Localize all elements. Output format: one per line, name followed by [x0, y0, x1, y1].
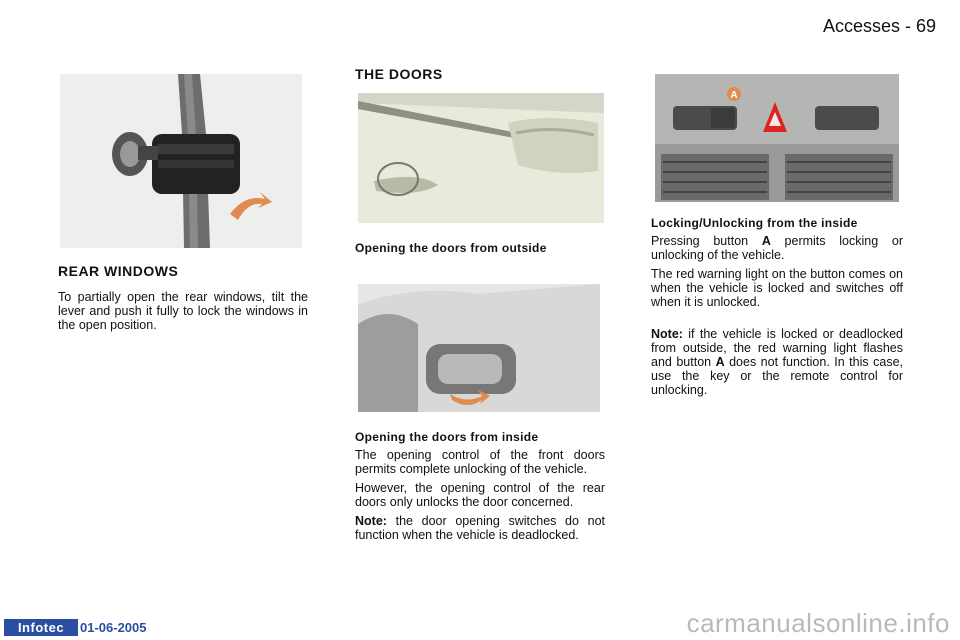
locking-p1-text-end: permits locking or unlocking of the vehicle.: [651, 234, 903, 262]
locking-heading: Locking/Unlocking from the inside: [651, 216, 858, 230]
watermark: carmanualsonline.info: [686, 608, 950, 638]
outside-caption: Opening the doors from outside: [355, 241, 547, 255]
inside-note-label: Note:: [355, 514, 387, 528]
outside-door-handle-figure: [358, 93, 604, 223]
inside-note: [355, 514, 605, 542]
locking-section: [651, 216, 903, 402]
button-a-label: A: [730, 90, 738, 101]
inside-caption: Opening the doors from inside: [355, 430, 539, 444]
locking-note-text-end: does not function. In this case, use the key or the remote control for unlocking.: [651, 355, 903, 397]
inside-door-handle-figure: [358, 284, 600, 412]
locking-note-text: if the vehicle is locked or deadlocked from outside, the red warning light flashes and button: [651, 327, 903, 369]
rear-windows-heading: REAR WINDOWS: [58, 263, 179, 279]
locking-p1-text: Pressing button: [651, 234, 762, 248]
locking-paragraph-2: The red warning light on the button comes on when the vehicle is locked and switches off when it is unlocked.: [651, 267, 903, 309]
rear-windows-section: [58, 264, 308, 337]
rear-window-lever-figure: [60, 74, 302, 248]
rear-windows-body: To partially open the rear windows, tilt the lever and push it fully to lock the windows in the open position.: [58, 290, 308, 332]
inside-paragraph-1: The opening control of the front doors permits complete unlocking of the vehicle.: [355, 448, 605, 476]
inside-section: [355, 430, 605, 547]
inside-paragraph-2: However, the opening control of the rear doors only unlocks the door concerned.: [355, 481, 605, 509]
locking-note-button: A: [715, 355, 725, 369]
locking-p1-button: A: [761, 234, 771, 248]
doors-heading: THE DOORS: [355, 66, 443, 82]
footer-date: 01-06-2005: [80, 620, 147, 635]
locking-note-label: Note:: [651, 327, 683, 341]
page-header: Accesses - 69: [822, 16, 936, 36]
locking-note: [651, 327, 903, 397]
central-locking-button-figure: [655, 74, 899, 202]
locking-paragraph-1: [651, 234, 903, 262]
infotec-logo: Infotec: [4, 619, 78, 636]
inside-note-text: the door opening switches do not function when the vehicle is deadlocked.: [355, 514, 605, 542]
